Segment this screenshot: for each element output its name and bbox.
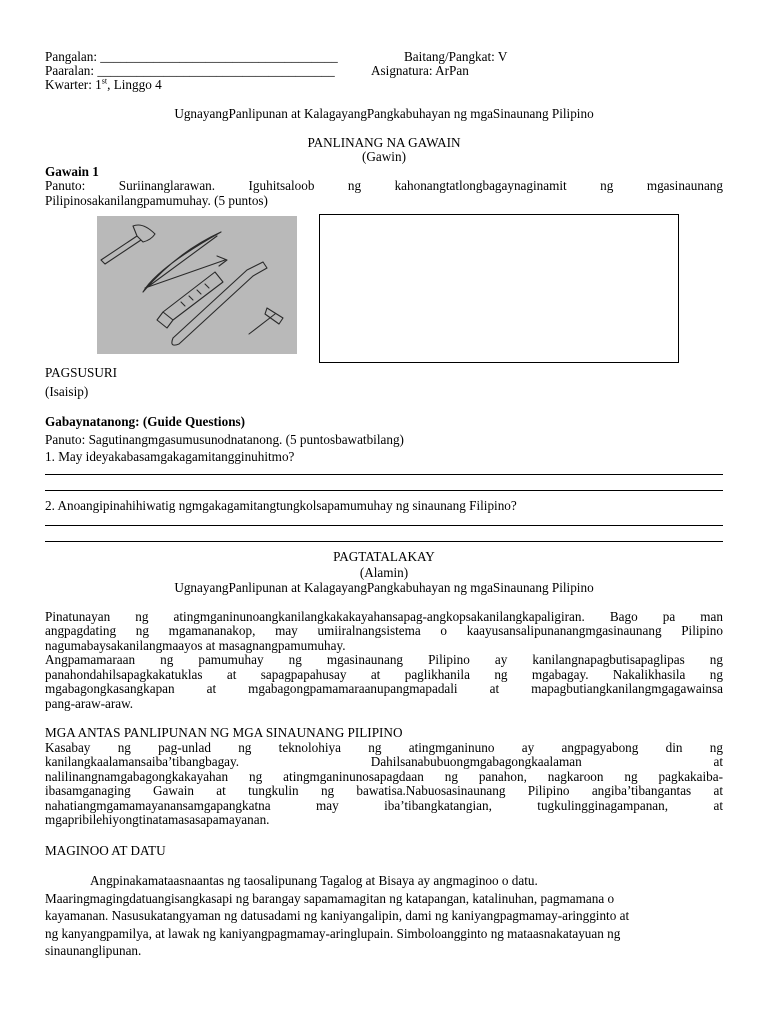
antas-heading: MGA ANTAS PANLIPUNAN NG MGA SINAUNANG PILIPINO [45, 725, 403, 740]
text-line: ng kanyangpamilya, at lawak ng kaniyangpagmamay-aringlupain. Simboloangginto ng mataasnakatayuan ng [45, 925, 621, 941]
analysis-subheading: (Isaisip) [45, 383, 89, 399]
discussion-subheading: (Alamin) [359, 564, 409, 580]
analysis-heading: PAGSUSURI [45, 365, 118, 380]
antas-paragraph [45, 741, 723, 828]
school-field[interactable]: Paaralan: ____________________________________ [45, 63, 335, 78]
text-line: Pinatunayan ng atingmganinunoangkanilangkakakayahansapag-angkopsakanilangkapaligiran. Bago pa man [45, 608, 723, 624]
topic-title: UgnayangPanlipunan at KalagayangPangkabuhayan ng mgaSinaunang Pilipino [174, 106, 594, 121]
text-line: kayamanan. Nasusukatangyaman ng datusadami ng kaniyangalipin, dami ng kaniyangpagmamay-aringginto at [45, 908, 630, 923]
drawing-answer-box[interactable] [319, 214, 679, 363]
activity-instructions-line1: Panuto: Suriinanglarawan. Iguhitsaloob ng kahonangtatlongbagaynaginamit ng mgasinaunang [45, 178, 723, 193]
activity-label: Gawain 1 [45, 163, 99, 179]
question-1: 1. May ideyakabasamgakagamitangginuhitmo? [45, 449, 295, 464]
text-line: mgabagongkasangkapan at mgabagongpamamaraanupangmapadali at mapagbutiangkanilangmgagawainsa [45, 681, 723, 696]
answer-line-2a[interactable] [45, 525, 723, 526]
text-line: panahondahilsapagkakatuklas at sapagpapahusay at paglikhanila ng mgabagay. Nakalikhasila ng [45, 666, 723, 682]
text-line: nagumabaysakanilangmaayos at masagnangpamumuhay. [45, 637, 346, 653]
tools-sketch-image [97, 216, 297, 354]
header-row-2 [45, 64, 723, 78]
axe-icon [101, 225, 155, 264]
maginoo-heading: MAGINOO AT DATU [45, 842, 166, 858]
spade-icon [172, 262, 267, 345]
name-field[interactable]: Pangalan: ____________________________________ [45, 49, 338, 64]
maginoo-paragraph [45, 872, 723, 960]
text-line: sinaunanglipunan. [45, 943, 142, 958]
text-line: Angpinakamataasnaantas ng taosalipunang Tagalog at Bisaya ay angmaginoo o datu. [90, 873, 538, 888]
header-row-1 [45, 50, 723, 64]
quarter-sup: st [101, 76, 108, 86]
answer-line-1b[interactable] [45, 490, 723, 491]
discussion-title: UgnayangPanlipunan at KalagayangPangkabuhayan ng mgaSinaunang Pilipino [174, 580, 594, 595]
subject-field: Asignatura: ArPan [371, 63, 469, 78]
text-line: nahatiangmgamamayanansamgapangkatna may iba’tibangkatangian, tugkulingginagampanan, at [45, 797, 723, 813]
quarter-week: , Linggo 4 [107, 77, 162, 92]
text-line: nalilinangnamgabagongkakayahan ng atingmganinunosapagdaan ng panahon, nagkaroon ng pagkakaiba- [45, 768, 723, 784]
text-line: angpagdating ng mgamananakop, may umiiralnangsistema o kaayusansalipunanangmgasinaunang Pilipino [45, 623, 723, 638]
text-line: Angpamamaraan ng pamumuhay ng mgasinaunang Pilipino ay kanilangnapagbutisapaglipas ng [45, 652, 723, 667]
grade-field: Baitang/Pangkat: V [404, 49, 508, 64]
quarter-row [45, 78, 723, 92]
activity-heading: PANLINANG NA GAWAIN [307, 134, 461, 150]
text-line: mgapribilehiyongtinatamasasapamayanan. [45, 812, 270, 827]
guide-questions-label: Gabaynatanong: (Guide Questions) [45, 414, 246, 429]
answer-line-1a[interactable] [45, 474, 723, 475]
text-line: ibasamganaging Gawain at tungkulin ng bawatisa.Nabuosasinaunang Pilipino angiba’tibangantas at [45, 783, 723, 798]
worksheet-page [45, 50, 723, 960]
answer-line-2b[interactable] [45, 541, 723, 542]
discussion-heading: PAGTATALAKAY [333, 549, 435, 564]
tools-drawing [97, 216, 297, 354]
text-line: Maaringmagingdatuangisangkasapi ng barangay sapamamagitan ng katapangan, katalinuhan, pagmamana o [45, 890, 615, 906]
text-line: kanilangkaalamansaiba’tibangbagay. Dahilsanabubuongmgabagongkaalaman at [45, 754, 723, 769]
discussion-paragraph-2 [45, 653, 723, 711]
hammer-icon [249, 308, 283, 334]
activity-instructions-line2: Pilipinosakanilangpamumuhay. (5 puntos) [45, 192, 268, 208]
quarter-label: Kwarter: 1 [45, 77, 102, 92]
activity-images [45, 216, 723, 356]
text-line: Kasabay ng pag-unlad ng teknolohiya ng atingmganinuno ay angpagyabong din ng [45, 739, 723, 755]
text-line: pang-araw-araw. [45, 695, 134, 711]
analysis-instructions: Panuto: Sagutinangmgasumusunodnatanong. (5 puntosbawatbilang) [45, 431, 404, 447]
discussion-paragraph-1 [45, 610, 723, 654]
activity-subheading: (Gawin) [362, 149, 406, 164]
bow-icon [143, 232, 221, 292]
question-2: 2. Anoangipinahihiwatig ngmgakagamitangtungkolsapamumuhay ng sinaunang Filipino? [45, 497, 517, 513]
